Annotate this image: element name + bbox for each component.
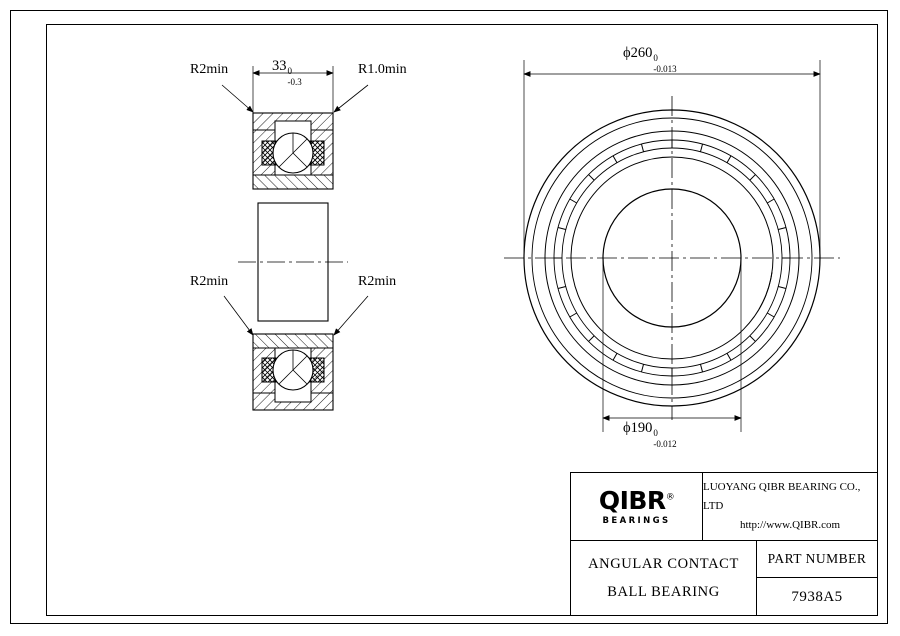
dim-od-symbol: ϕ	[623, 45, 631, 61]
leader-lines	[222, 85, 368, 335]
dim-width-33-value: 33	[272, 58, 287, 74]
dim-bore-tol-upper: 0	[653, 428, 658, 438]
dim-bore-value: 190	[630, 420, 653, 436]
callout-r2min-bottom-right: R2min	[358, 274, 397, 289]
part-number-value: 7938A5	[791, 588, 843, 605]
callout-r2min-bottom-left: R2min	[190, 274, 229, 289]
dim-bore-tol-lower: -0.012	[653, 439, 677, 449]
dim-od-tol-upper: 0	[653, 53, 658, 63]
company-name: LUOYANG QIBR BEARING CO., LTD	[703, 481, 861, 513]
cage-pockets	[759, 271, 772, 310]
dim-width-33-text	[272, 58, 309, 87]
company-info	[703, 473, 877, 540]
product-description	[571, 541, 757, 616]
product-description-line-1: ANGULAR CONTACT	[588, 555, 739, 572]
title-block-body	[571, 541, 877, 616]
ball-bottom	[273, 350, 313, 390]
registered-trademark-icon: ®	[665, 492, 675, 503]
logo-tagline: BEARINGS	[602, 515, 671, 526]
title-block-header	[571, 473, 877, 541]
logo-text: QIBR	[598, 485, 666, 515]
dim-od-value: 260	[630, 45, 653, 61]
ball-top	[273, 133, 313, 173]
company-website: http://www.QIBR.com	[739, 518, 841, 531]
product-description-line-2: BALL BEARING	[607, 583, 720, 600]
dim-od-260-text	[623, 45, 682, 74]
dim-bore-symbol: ϕ	[623, 420, 631, 436]
part-number-label: PART NUMBER	[757, 541, 877, 578]
title-block	[570, 472, 878, 616]
callout-r1-0min-top-right: R1.0min	[358, 62, 407, 77]
logo-wordmark	[598, 485, 675, 515]
dim-width-33-tol-lower: -0.3	[287, 77, 302, 87]
company-logo	[571, 473, 703, 540]
dim-od-tol-lower: -0.013	[653, 64, 677, 74]
callout-r2min-top-left: R2min	[190, 62, 229, 77]
part-number-block	[757, 541, 877, 616]
dim-width-33-tol-upper: 0	[287, 66, 292, 76]
dim-bore-190-text	[623, 420, 682, 449]
